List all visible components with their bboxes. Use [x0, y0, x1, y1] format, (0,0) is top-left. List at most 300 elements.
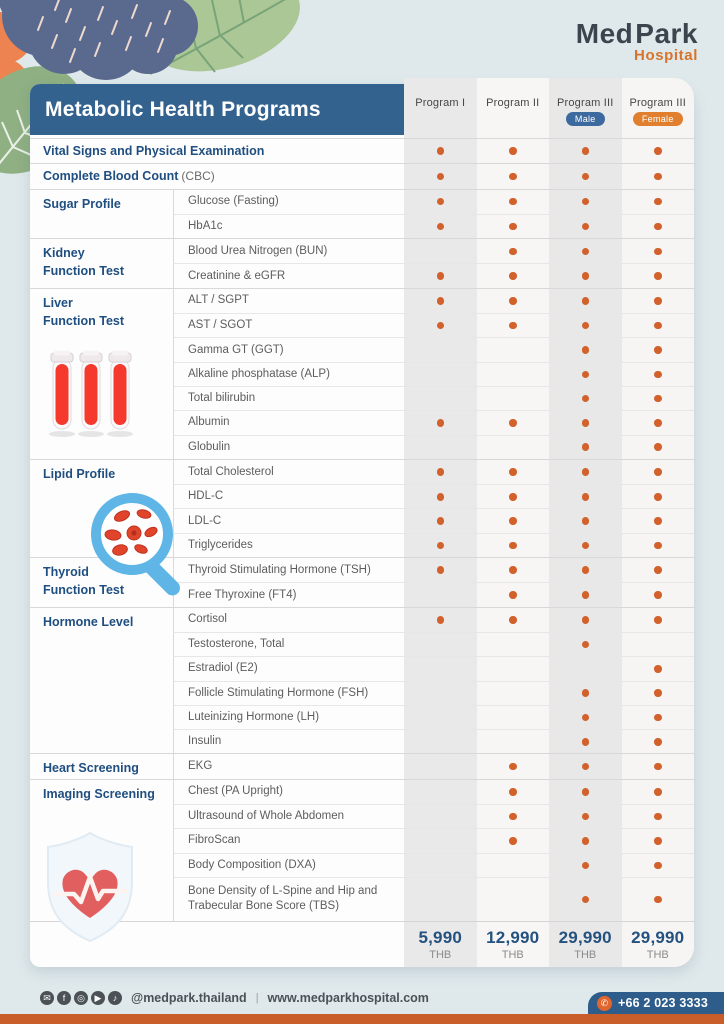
included-dot: [437, 542, 445, 550]
test-name: HbA1c: [173, 214, 404, 238]
program-cell: [549, 853, 622, 877]
program-cell: [549, 386, 622, 410]
magnifier-svg: [88, 492, 193, 604]
program-cell: [549, 828, 622, 852]
included-dot: [437, 272, 445, 280]
program-cell: [549, 656, 622, 680]
program-cell: [549, 337, 622, 361]
program-cell: [622, 362, 695, 386]
included-dot: [582, 542, 590, 550]
program-cell: [404, 804, 477, 828]
included-dot: [654, 689, 662, 697]
table-body: [30, 138, 694, 921]
included-dot: [582, 517, 590, 525]
program-cell: [404, 190, 477, 214]
program-cell: [549, 289, 622, 313]
included-dot: [654, 714, 662, 722]
test-tubes-svg: [44, 347, 139, 439]
included-dot: [582, 297, 590, 305]
program-cell: [622, 705, 695, 729]
included-dot: [582, 738, 590, 746]
program-cell: [622, 239, 695, 263]
section-label: [30, 289, 173, 459]
program-column-label: Program III: [556, 97, 614, 109]
program-cell: [404, 386, 477, 410]
program-cell: [477, 362, 550, 386]
program-cell: [477, 558, 550, 582]
section-vital: [30, 138, 694, 163]
program-cell: [549, 313, 622, 337]
program-cell: [477, 780, 550, 804]
section-label: [30, 780, 173, 921]
test-name: Glucose (Fasting): [173, 190, 404, 214]
included-dot: [437, 419, 445, 427]
program-cell: [622, 410, 695, 434]
section-imaging: [30, 779, 694, 921]
footer-bar: [0, 1014, 724, 1024]
section-label: [30, 460, 173, 557]
program-cell: [477, 139, 550, 163]
program-cell: [549, 139, 622, 163]
included-dot: [654, 173, 662, 181]
test-name: AST / SGOT: [173, 313, 404, 337]
included-dot: [582, 896, 590, 904]
included-dot: [509, 788, 517, 796]
program-cell: [622, 164, 695, 188]
program-cell: [549, 705, 622, 729]
section-liver: [30, 288, 694, 459]
included-dot: [509, 493, 517, 501]
program-cell: [622, 582, 695, 606]
logo-wordmark: [576, 18, 698, 50]
test-name: Blood Urea Nitrogen (BUN): [173, 239, 404, 263]
section-heart: [30, 753, 694, 778]
price-currency: THB: [501, 948, 524, 961]
program-cell: [477, 484, 550, 508]
included-dot: [654, 788, 662, 796]
included-dot: [582, 419, 590, 427]
program-cell: [477, 681, 550, 705]
section-label: [30, 164, 404, 188]
included-dot: [509, 272, 517, 280]
program-cell: [404, 263, 477, 287]
included-dot: [437, 616, 445, 624]
program-cell: [622, 214, 695, 238]
program-cell: [549, 804, 622, 828]
test-name: Creatinine & eGFR: [173, 263, 404, 287]
included-dot: [654, 837, 662, 845]
price-cell: [477, 921, 550, 967]
female-badge: Female: [633, 112, 683, 126]
program-cell: [622, 533, 695, 557]
included-dot: [582, 837, 590, 845]
included-dot: [582, 616, 590, 624]
included-dot: [582, 566, 590, 574]
phone-icon: ✆: [597, 996, 612, 1011]
section-lipid: [30, 459, 694, 557]
included-dot: [582, 493, 590, 501]
included-dot: [654, 517, 662, 525]
test-name: Testosterone, Total: [173, 632, 404, 656]
test-name: Free Thyroxine (FT4): [173, 582, 404, 606]
program-cell: [404, 362, 477, 386]
program-column-label: Program III: [629, 97, 687, 109]
program-cell: [549, 508, 622, 532]
included-dot: [437, 147, 445, 155]
program-cell: [549, 460, 622, 484]
price-amount: 29,990: [558, 927, 612, 947]
test-name: HDL-C: [173, 484, 404, 508]
program-cell: [549, 214, 622, 238]
program-cell: [404, 337, 477, 361]
social-icons: [40, 991, 125, 1005]
program-cell: [622, 435, 695, 459]
included-dot: [509, 147, 517, 155]
program-cell: [622, 754, 695, 778]
website-link[interactable]: www.medparkhospital.com: [267, 991, 429, 1005]
program-cell: [549, 164, 622, 188]
included-dot: [509, 616, 517, 624]
program-cell: [404, 681, 477, 705]
section-title: Kidney Function Test: [43, 246, 125, 279]
included-dot: [509, 223, 517, 231]
section-title: Lipid Profile: [43, 466, 116, 481]
page-title: Metabolic Health Programs: [30, 84, 404, 135]
program-cell: [477, 263, 550, 287]
medpark-logo: [576, 18, 698, 64]
phone-number: +66 2 023 3333: [617, 996, 708, 1010]
program-column-header-4: [622, 78, 695, 138]
program-cell: [477, 508, 550, 532]
price-currency: THB: [646, 948, 669, 961]
included-dot: [582, 272, 590, 280]
included-dot: [654, 248, 662, 256]
included-dot: [654, 542, 662, 550]
included-dot: [582, 714, 590, 722]
program-cell: [477, 386, 550, 410]
included-dot: [654, 443, 662, 451]
program-cell: [404, 313, 477, 337]
program-cell: [622, 608, 695, 632]
included-dot: [582, 198, 590, 206]
program-cell: [549, 362, 622, 386]
program-cell: [477, 164, 550, 188]
included-dot: [509, 297, 517, 305]
program-column-header-1: [404, 78, 477, 138]
program-cell: [477, 853, 550, 877]
section-title: Liver Function Test: [43, 295, 125, 328]
program-cell: [622, 263, 695, 287]
table-header: [30, 84, 694, 138]
program-cell: [622, 190, 695, 214]
included-dot: [582, 395, 590, 403]
program-cell: [622, 508, 695, 532]
program-cell: [622, 780, 695, 804]
included-dot: [654, 493, 662, 501]
program-cell: [549, 263, 622, 287]
program-cell: [477, 656, 550, 680]
test-name: Chest (PA Upright): [173, 780, 404, 804]
included-dot: [509, 248, 517, 256]
program-cell: [622, 313, 695, 337]
program-cell: [477, 804, 550, 828]
shield-heart-illustration: [36, 830, 144, 949]
test-name: Ultrasound of Whole Abdomen: [173, 804, 404, 828]
included-dot: [582, 248, 590, 256]
footer-divider: |: [255, 992, 259, 1004]
program-cell: [622, 337, 695, 361]
test-name: LDL-C: [173, 508, 404, 532]
section-title: Vital Signs and Physical Examination: [43, 144, 265, 159]
program-cell: [622, 386, 695, 410]
included-dot: [654, 862, 662, 870]
test-name: Alkaline phosphatase (ALP): [173, 362, 404, 386]
program-cell: [549, 780, 622, 804]
program-cell: [477, 754, 550, 778]
program-columns: [404, 78, 694, 138]
test-name: Cortisol: [173, 608, 404, 632]
included-dot: [509, 173, 517, 181]
test-name: Gamma GT (GGT): [173, 337, 404, 361]
price-amount: 5,990: [418, 927, 463, 947]
included-dot: [509, 419, 517, 427]
program-cell: [404, 533, 477, 557]
tiktok-icon[interactable]: ♪: [108, 991, 122, 1005]
program-cell: [622, 877, 695, 921]
test-name: Bone Density of L-Spine and Hip and Trabecular Bone Score (TBS): [173, 877, 404, 921]
included-dot: [654, 147, 662, 155]
included-dot: [582, 591, 590, 599]
program-cell: [477, 410, 550, 434]
program-cell: [477, 877, 550, 921]
program-cell: [404, 632, 477, 656]
logo-med: Med: [575, 18, 634, 49]
phone-badge[interactable]: [588, 992, 724, 1014]
program-cell: [404, 656, 477, 680]
program-cell: [477, 608, 550, 632]
program-cell: [622, 289, 695, 313]
price-currency: THB: [429, 948, 452, 961]
section-cbc: [30, 163, 694, 188]
program-cell: [404, 508, 477, 532]
program-column-header-3: [549, 78, 622, 138]
included-dot: [654, 665, 662, 673]
program-cell: [404, 780, 477, 804]
test-name: Globulin: [173, 435, 404, 459]
included-dot: [509, 837, 517, 845]
program-cell: [404, 435, 477, 459]
section-suffix: (CBC): [181, 169, 215, 184]
included-dot: [582, 147, 590, 155]
included-dot: [654, 223, 662, 231]
program-cell: [549, 877, 622, 921]
logo-hospital: Hospital: [634, 47, 698, 64]
included-dot: [654, 322, 662, 330]
program-cell: [477, 313, 550, 337]
included-dot: [582, 641, 590, 649]
program-cell: [622, 656, 695, 680]
included-dot: [509, 468, 517, 476]
test-name: Body Composition (DXA): [173, 853, 404, 877]
included-dot: [654, 419, 662, 427]
program-cell: [622, 681, 695, 705]
program-cell: [404, 558, 477, 582]
section-title: Thyroid Function Test: [43, 565, 125, 598]
program-cell: [549, 484, 622, 508]
included-dot: [509, 813, 517, 821]
test-name: FibroScan: [173, 828, 404, 852]
included-dot: [437, 566, 445, 574]
test-name: Follicle Stimulating Hormone (FSH): [173, 681, 404, 705]
program-cell: [404, 828, 477, 852]
program-cell: [404, 729, 477, 753]
included-dot: [509, 763, 517, 771]
program-cell: [549, 582, 622, 606]
price-amount: 29,990: [631, 927, 685, 947]
section-label: [30, 139, 404, 163]
program-cell: [477, 828, 550, 852]
program-cell: [622, 729, 695, 753]
included-dot: [654, 395, 662, 403]
program-cell: [404, 853, 477, 877]
price-amount: 12,990: [486, 927, 540, 947]
program-cell: [477, 705, 550, 729]
section-kidney: [30, 238, 694, 288]
shield-heart-svg: [36, 830, 144, 944]
line-icon[interactable]: ✉: [40, 991, 54, 1005]
included-dot: [654, 896, 662, 904]
program-cell: [404, 608, 477, 632]
facebook-icon[interactable]: f: [57, 991, 71, 1005]
instagram-icon[interactable]: ◎: [74, 991, 88, 1005]
section-label: [30, 239, 173, 288]
included-dot: [654, 738, 662, 746]
included-dot: [654, 468, 662, 476]
included-dot: [582, 371, 590, 379]
included-dot: [654, 346, 662, 354]
section-title: Heart Screening: [43, 761, 139, 776]
section-label: [30, 608, 173, 754]
social-handle[interactable]: @medpark.thailand: [131, 991, 247, 1005]
program-cell: [404, 754, 477, 778]
program-cell: [404, 139, 477, 163]
included-dot: [582, 322, 590, 330]
program-cell: [549, 533, 622, 557]
included-dot: [437, 173, 445, 181]
included-dot: [582, 223, 590, 231]
footer: [40, 991, 429, 1005]
included-dot: [654, 763, 662, 771]
section-title: Sugar Profile: [43, 196, 121, 211]
program-cell: [404, 289, 477, 313]
included-dot: [437, 223, 445, 231]
included-dot: [582, 862, 590, 870]
included-dot: [582, 763, 590, 771]
magnifier-illustration: [88, 492, 193, 609]
included-dot: [437, 517, 445, 525]
program-column-label: Program II: [486, 97, 540, 109]
test-name: Thyroid Stimulating Hormone (TSH): [173, 558, 404, 582]
program-cell: [477, 190, 550, 214]
program-cell: [622, 853, 695, 877]
program-cell: [622, 558, 695, 582]
included-dot: [654, 616, 662, 624]
included-dot: [437, 468, 445, 476]
program-cell: [477, 435, 550, 459]
section-label: [30, 190, 173, 239]
included-dot: [509, 517, 517, 525]
program-cell: [477, 632, 550, 656]
included-dot: [582, 788, 590, 796]
program-cell: [622, 828, 695, 852]
section-hormone: [30, 607, 694, 754]
program-cell: [549, 410, 622, 434]
program-cell: [622, 804, 695, 828]
program-cell: [622, 139, 695, 163]
program-cell: [549, 729, 622, 753]
section-label: [30, 754, 173, 778]
included-dot: [582, 689, 590, 697]
included-dot: [509, 591, 517, 599]
price-cell: [549, 921, 622, 967]
included-dot: [437, 297, 445, 305]
program-cell: [477, 337, 550, 361]
included-dot: [509, 322, 517, 330]
program-cell: [404, 460, 477, 484]
program-cell: [477, 214, 550, 238]
program-cell: [404, 239, 477, 263]
program-cell: [549, 435, 622, 459]
section-title: Complete Blood Count: [43, 169, 179, 184]
price-cell: [404, 921, 477, 967]
included-dot: [654, 297, 662, 305]
included-dot: [437, 198, 445, 206]
program-cell: [549, 681, 622, 705]
price-currency: THB: [574, 948, 597, 961]
price-cell: [622, 921, 695, 967]
included-dot: [582, 813, 590, 821]
program-cell: [549, 190, 622, 214]
program-cell: [477, 729, 550, 753]
program-cell: [549, 754, 622, 778]
included-dot: [582, 468, 590, 476]
program-cell: [404, 410, 477, 434]
test-name: Insulin: [173, 729, 404, 753]
program-cell: [477, 460, 550, 484]
test-name: Estradiol (E2): [173, 656, 404, 680]
included-dot: [654, 566, 662, 574]
section-sugar: [30, 189, 694, 239]
program-cell: [404, 214, 477, 238]
included-dot: [654, 198, 662, 206]
included-dot: [654, 591, 662, 599]
program-cell: [404, 877, 477, 921]
program-cell: [477, 582, 550, 606]
program-cell: [477, 533, 550, 557]
program-cell: [404, 705, 477, 729]
program-column-label: Program I: [415, 97, 466, 109]
included-dot: [654, 371, 662, 379]
included-dot: [509, 566, 517, 574]
test-name: Total Cholesterol: [173, 460, 404, 484]
programs-table: [30, 84, 694, 967]
youtube-icon[interactable]: ▶: [91, 991, 105, 1005]
program-cell: [404, 164, 477, 188]
included-dot: [582, 346, 590, 354]
program-cell: [477, 239, 550, 263]
test-name: EKG: [173, 754, 404, 778]
test-tubes-illustration: [44, 347, 139, 444]
